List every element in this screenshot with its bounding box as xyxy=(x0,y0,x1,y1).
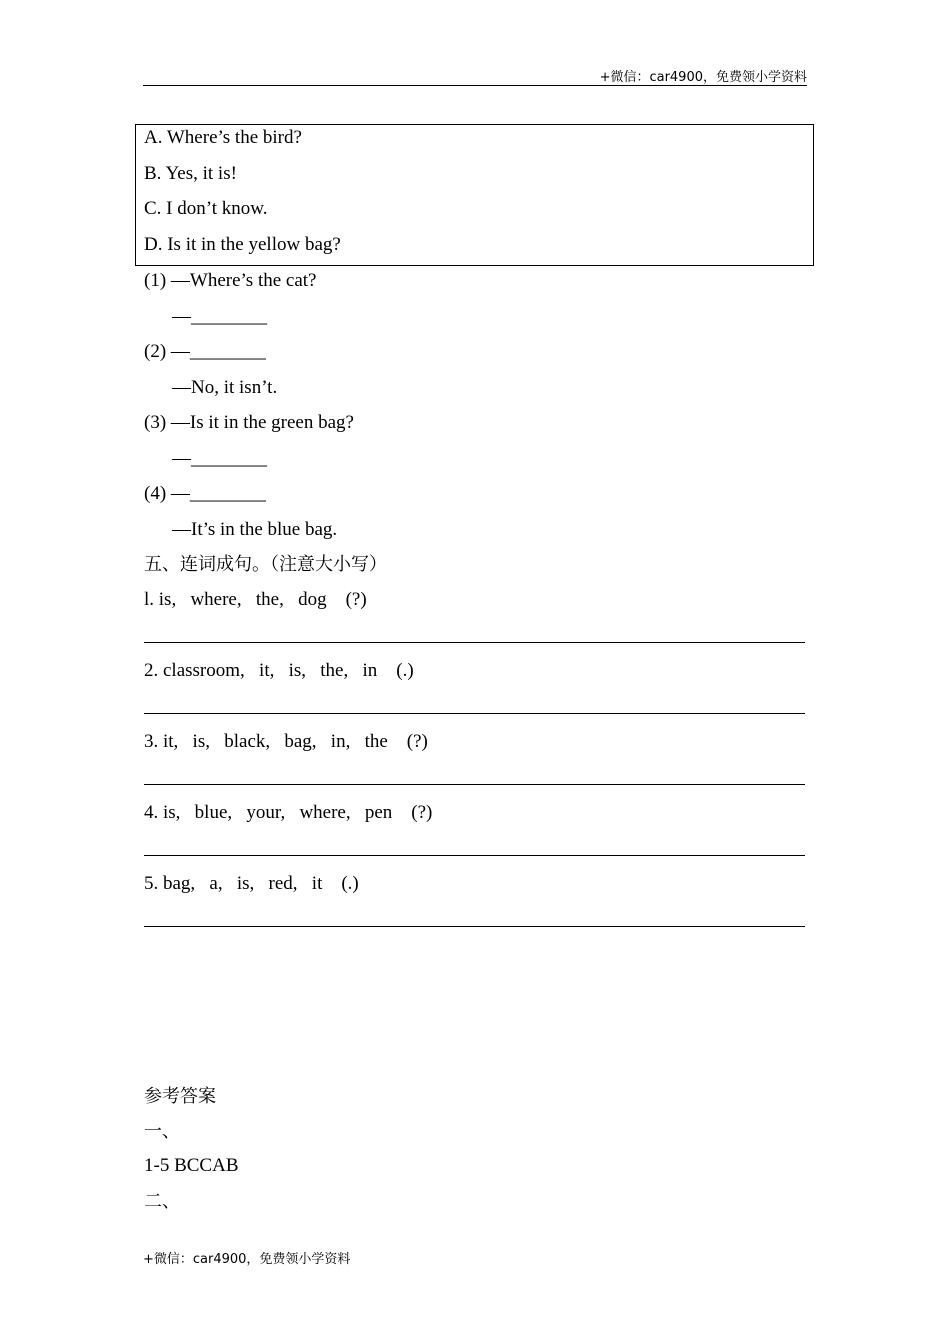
dialogue-2-answer: —No, it isn’t. xyxy=(172,377,278,398)
section-5-title: 五、连词成句。（注意大小写） xyxy=(144,554,387,575)
page-header: +微信：car4900，免费领小学资料 xyxy=(599,70,807,85)
sentence-item-4: 4. is, blue, your, where, pen (?) xyxy=(144,802,433,823)
answer-line-3 xyxy=(144,784,805,785)
page-footer: +微信：car4900，免费领小学资料 xyxy=(143,1252,351,1267)
option-d: D. Is it in the yellow bag? xyxy=(144,234,341,255)
dialogue-1-answer: —________ xyxy=(172,306,267,327)
answer-line-5 xyxy=(144,926,805,927)
dialogue-1-question: (1) —Where’s the cat? xyxy=(144,270,317,291)
option-c: C. I don’t know. xyxy=(144,198,268,219)
dialogue-3-question: (3) —Is it in the green bag? xyxy=(144,412,354,433)
answer-line-4 xyxy=(144,855,805,856)
answers-part-1-values: 1-5 BCCAB xyxy=(144,1155,239,1176)
header-divider xyxy=(143,85,807,86)
dialogue-4-question: (4) —________ xyxy=(144,483,266,504)
dialogue-3-answer: —________ xyxy=(172,448,267,469)
answer-line-1 xyxy=(144,642,805,643)
answers-part-2: 二、 xyxy=(144,1191,180,1212)
option-a: A. Where’s the bird? xyxy=(144,127,302,148)
option-b: B. Yes, it is! xyxy=(144,163,237,184)
dialogue-2-question: (2) —________ xyxy=(144,341,266,362)
answer-line-2 xyxy=(144,713,805,714)
sentence-item-1: l. is, where, the, dog (?) xyxy=(144,589,367,610)
answers-title: 参考答案 xyxy=(144,1086,216,1107)
answers-part-1: 一、 xyxy=(144,1121,180,1142)
sentence-item-2: 2. classroom, it, is, the, in (.) xyxy=(144,660,414,681)
sentence-item-3: 3. it, is, black, bag, in, the (?) xyxy=(144,731,428,752)
sentence-item-5: 5. bag, a, is, red, it (.) xyxy=(144,873,359,894)
dialogue-4-answer: —It’s in the blue bag. xyxy=(172,519,338,540)
